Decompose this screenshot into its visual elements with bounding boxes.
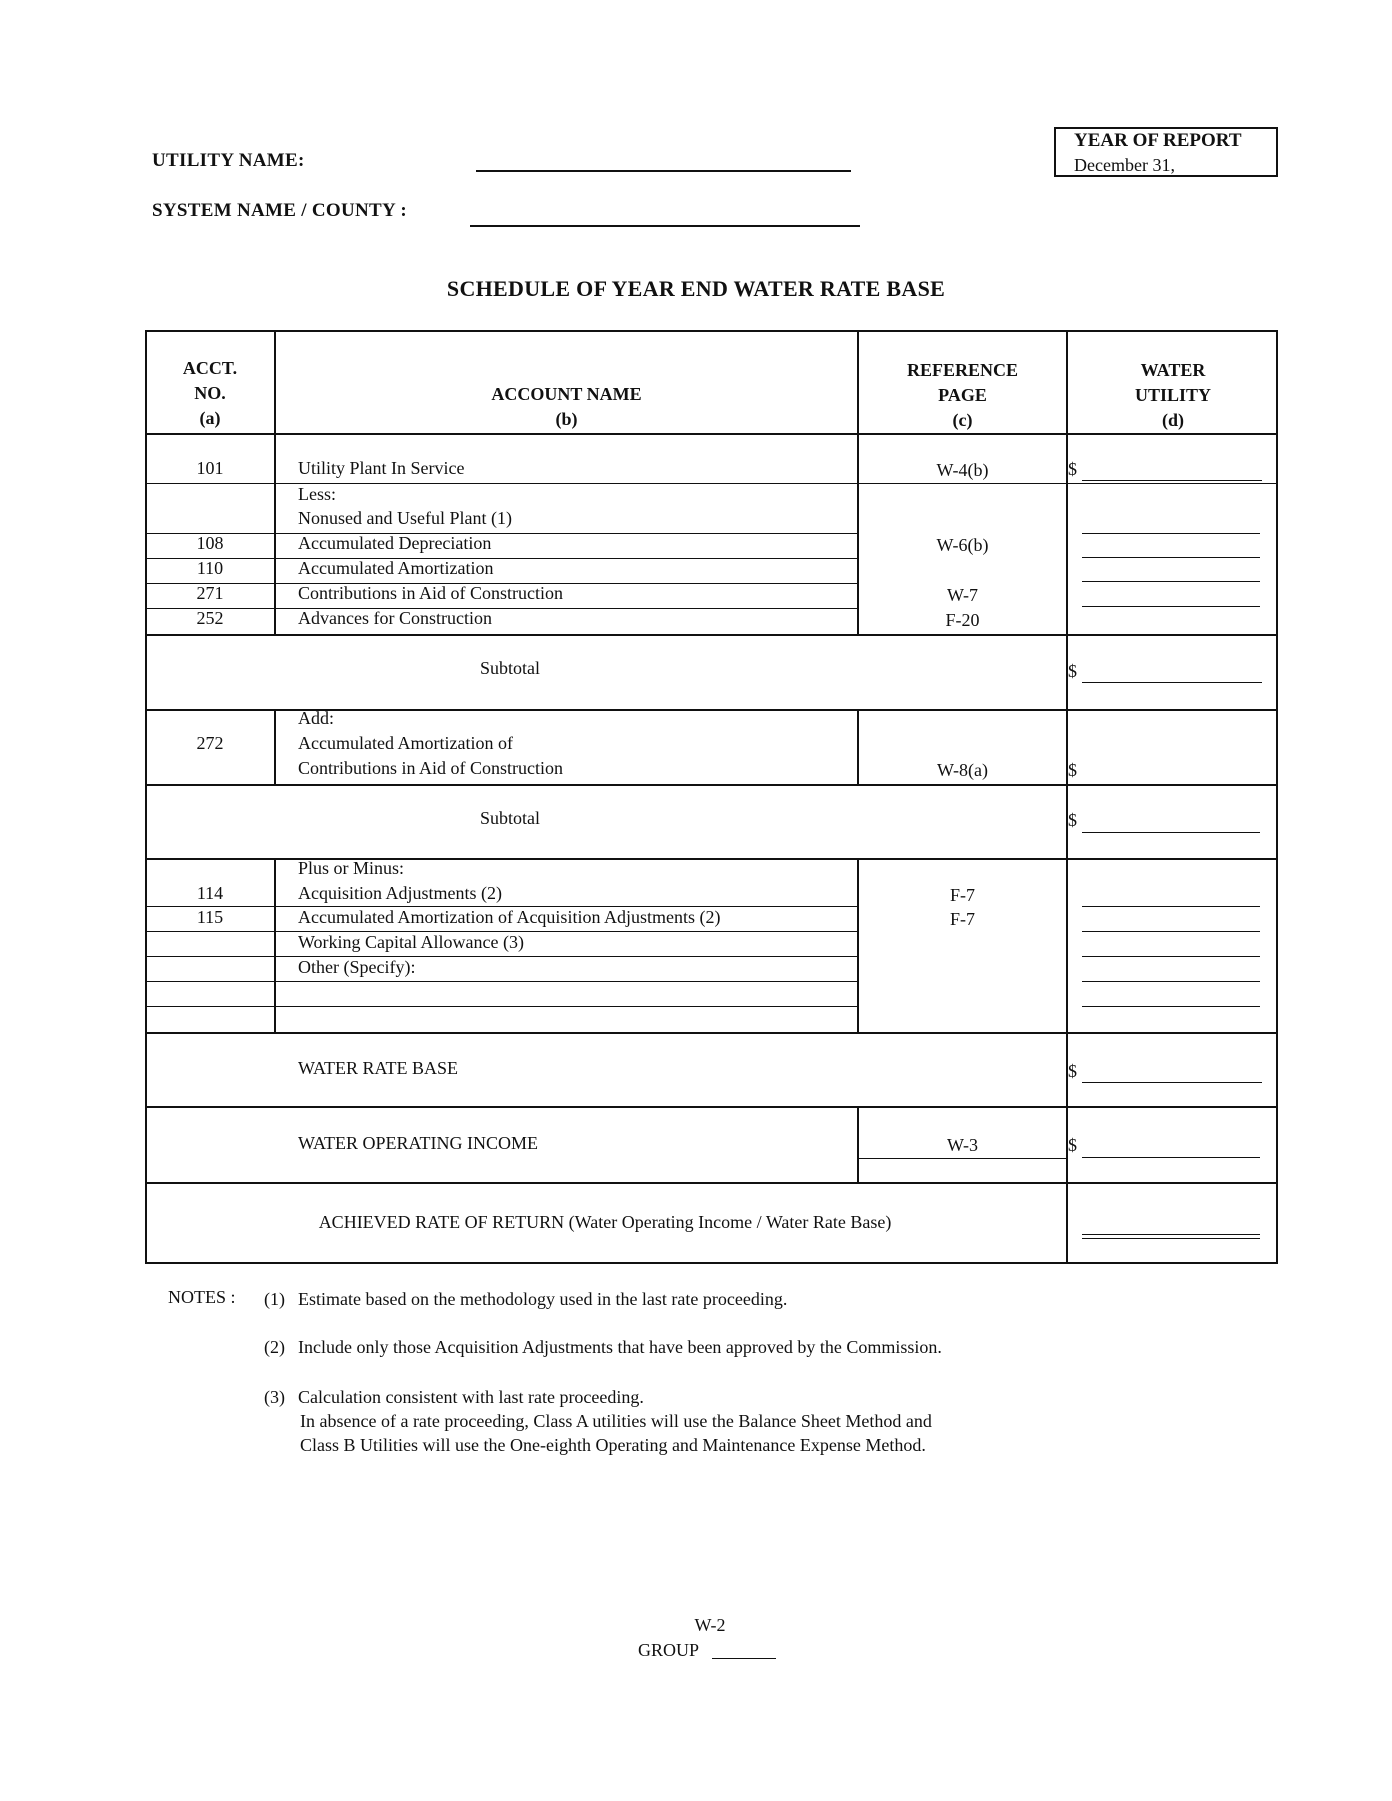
ref-f7: F-7 — [949, 909, 975, 929]
subtotal-2-value-field[interactable] — [1082, 832, 1260, 833]
acct-114: 114 — [196, 883, 224, 903]
subtotal-1-label: Subtotal — [479, 658, 540, 678]
ref-w6b: W-6(b) — [936, 535, 989, 555]
col-header-account-name: ACCOUNT NAME (b) — [491, 384, 642, 429]
name-other-specify: Other (Specify): — [298, 957, 416, 977]
schedule-title: SCHEDULE OF YEAR END WATER RATE BASE — [446, 276, 946, 301]
ref-w7: W-7 — [947, 585, 978, 605]
note-3-line-1: Calculation consistent with last rate proceeding. — [298, 1387, 644, 1407]
dollar-sign: $ — [1068, 760, 1077, 780]
name-advances: Advances for Construction — [298, 608, 492, 628]
plant-value-field[interactable] — [1082, 480, 1262, 481]
working-capital-value-field[interactable] — [1082, 956, 1260, 957]
name-accum-amortization: Accumulated Amortization — [298, 558, 494, 578]
other-value-field[interactable] — [1082, 981, 1260, 982]
name-accum-depreciation: Accumulated Depreciation — [298, 533, 492, 553]
operating-income-value-field[interactable] — [1082, 1157, 1260, 1158]
acct-252: 252 — [196, 608, 224, 628]
utility-name-field[interactable] — [476, 170, 851, 172]
name-amort-ciac-1: Accumulated Amortization of — [298, 733, 513, 753]
note-3-line-3: Class B Utilities will use the One-eighth Operating and Maintenance Expense Method. — [300, 1435, 926, 1455]
ref-w8a: W-8(a) — [937, 760, 988, 780]
name-acquisition-adjustments: Acquisition Adjustments (2) — [298, 883, 502, 903]
water-rate-base-label: WATER RATE BASE — [298, 1058, 459, 1078]
name-nonused-plant: Nonused and Useful Plant (1) — [298, 508, 512, 528]
ref-w4b: W-4(b) — [936, 460, 989, 480]
acct-101: 101 — [196, 458, 224, 478]
ref-f20: F-20 — [945, 610, 980, 630]
note-2-text: Include only those Acquisition Adjustments that have been approved by the Commission. — [298, 1337, 942, 1357]
subtotal-2-label: Subtotal — [479, 808, 540, 828]
dollar-sign: $ — [1068, 1061, 1077, 1081]
dollar-sign: $ — [1068, 459, 1077, 479]
name-acq-amortization: Accumulated Amortization of Acquisition Adjustments (2) — [298, 907, 721, 927]
name-ciac: Contributions in Aid of Construction — [298, 583, 564, 603]
achieved-rate-double-underline — [1082, 1238, 1260, 1239]
system-name-field[interactable] — [470, 225, 860, 227]
acct-271: 271 — [196, 583, 224, 603]
year-of-report-value[interactable]: December 31, — [1074, 155, 1175, 175]
notes-label: NOTES : — [168, 1287, 236, 1307]
water-operating-income-label: WATER OPERATING INCOME — [298, 1133, 538, 1153]
ciac-value-field[interactable] — [1082, 606, 1260, 607]
dollar-sign: $ — [1068, 1135, 1077, 1155]
group-field[interactable] — [712, 1658, 776, 1659]
page-number: W-2 — [694, 1615, 726, 1635]
less-label: Less: — [298, 484, 336, 504]
name-utility-plant: Utility Plant In Service — [298, 458, 465, 478]
name-amort-ciac-2: Contributions in Aid of Construction — [298, 758, 564, 778]
year-of-report-box — [1054, 127, 1278, 177]
note-1-text: Estimate based on the methodology used in the last rate proceeding. — [298, 1289, 788, 1309]
group-label: GROUP — [638, 1640, 700, 1660]
acct-108: 108 — [196, 533, 224, 553]
acct-272: 272 — [196, 733, 224, 753]
col-header-acct: ACCT. NO. (a) — [182, 358, 238, 428]
col-header-reference-page: REFERENCE PAGE (c) — [906, 360, 1018, 430]
achieved-rate-of-return-label: ACHIEVED RATE OF RETURN (Water Operating Income / Water Rate Base) — [318, 1212, 892, 1232]
ref-f7: F-7 — [949, 885, 975, 905]
note-3-line-2: In absence of a rate proceeding, Class A utilities will use the Balance Sheet Method and — [300, 1411, 932, 1431]
subtotal-1-value-field[interactable] — [1082, 682, 1262, 683]
dollar-sign: $ — [1068, 810, 1077, 830]
col-header-water-utility: WATER UTILITY (d) — [1134, 360, 1212, 430]
plus-minus-label: Plus or Minus: — [298, 858, 405, 878]
acct-110: 110 — [196, 558, 224, 578]
name-working-capital: Working Capital Allowance (3) — [298, 932, 524, 952]
system-name-label: SYSTEM NAME / COUNTY : — [152, 200, 408, 221]
acq-adj-value-field[interactable] — [1082, 906, 1260, 907]
note-1-number: (1) — [264, 1289, 285, 1309]
add-label: Add: — [298, 708, 334, 728]
acq-amort-value-field[interactable] — [1082, 931, 1260, 932]
other-value-field-2[interactable] — [1082, 1006, 1260, 1007]
achieved-rate-value-field[interactable] — [1082, 1234, 1260, 1235]
rate-base-value-field[interactable] — [1082, 1082, 1262, 1083]
accum-dep-value-field[interactable] — [1082, 557, 1260, 558]
ref-w3: W-3 — [947, 1135, 978, 1155]
accum-amort-value-field[interactable] — [1082, 581, 1260, 582]
note-3-number: (3) — [264, 1387, 285, 1407]
note-2-number: (2) — [264, 1337, 285, 1357]
year-of-report-label: YEAR OF REPORT — [1074, 130, 1242, 151]
acct-115: 115 — [196, 907, 224, 927]
dollar-sign: $ — [1068, 661, 1077, 681]
utility-name-label: UTILITY NAME: — [152, 150, 305, 171]
nonused-value-field[interactable] — [1082, 533, 1260, 534]
